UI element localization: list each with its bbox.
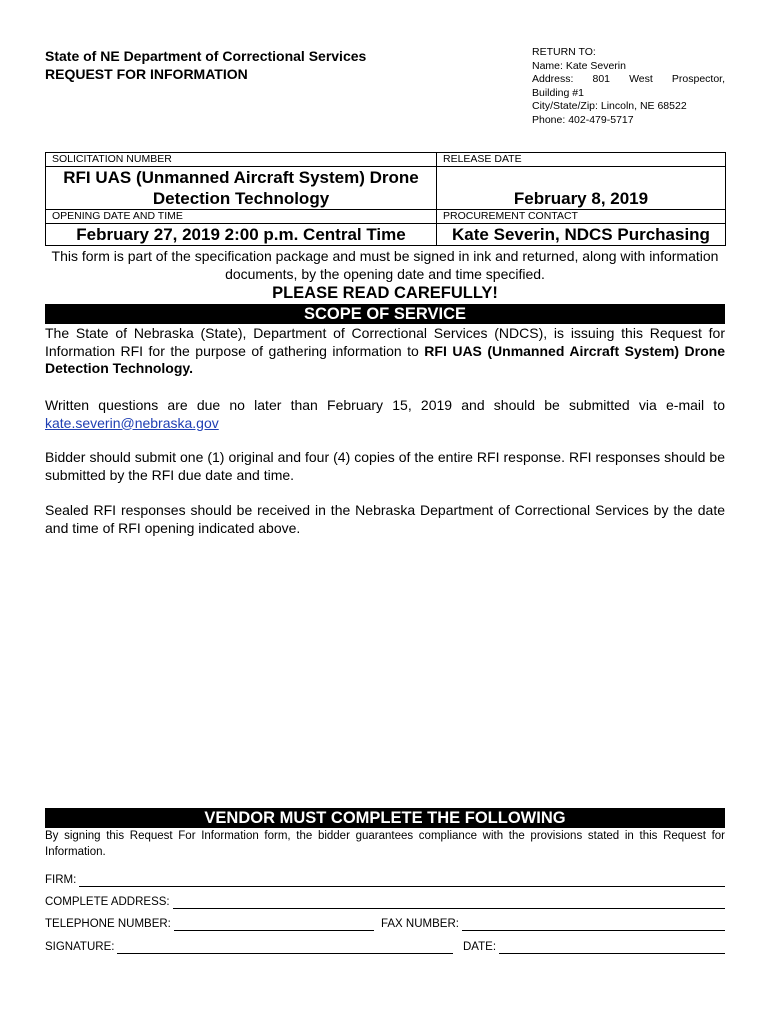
form-title: REQUEST FOR INFORMATION [45,66,248,82]
firm-line[interactable] [79,876,725,887]
return-to-phone: Phone: 402-479-5717 [532,113,634,126]
telephone-line[interactable] [174,920,374,931]
opening-date-value: February 27, 2019 2:00 p.m. Central Time [46,224,437,246]
vendor-statement: By signing this Request For Information form, the bidder guarantees compliance with the provisions stated in this Request for Information. [45,830,725,858]
telephone-field[interactable] [45,917,374,931]
date-line[interactable] [499,943,725,954]
release-date-label: RELEASE DATE [437,153,726,167]
please-read-heading: PLEASE READ CAREFULLY! [272,284,498,302]
fax-label: FAX NUMBER: [381,918,459,930]
complete-address-field[interactable] [45,895,725,909]
signature-line[interactable] [117,943,453,954]
return-to-block [532,46,725,128]
department-name: State of NE Department of Correctional Services [45,48,367,64]
scope-of-service-heading: SCOPE OF SERVICE [45,304,725,324]
scope-paragraph-2-text: Written questions are due no later than February 15, 2019 and should be submitted via e-mail to [45,397,725,413]
scope-paragraph-1-text: The State of Nebraska (State), Department of Correctional Services (NDCS), is issuing this Request for Information RFI for the purpose of gathering information to [45,325,725,359]
scope-paragraph-1 [45,325,725,378]
vendor-section-heading: VENDOR MUST COMPLETE THE FOLLOWING [45,808,725,828]
return-to-name: Name: Kate Severin [532,59,626,72]
fax-line[interactable] [462,920,725,931]
signature-label: SIGNATURE: [45,941,115,953]
release-date-value: February 8, 2019 [437,167,726,210]
opening-date-label: OPENING DATE AND TIME [46,210,437,224]
solicitation-info-table [45,152,726,246]
return-to-heading: RETURN TO: [532,46,596,58]
procurement-contact-value: Kate Severin, NDCS Purchasing [437,224,726,246]
complete-address-label: COMPLETE ADDRESS: [45,896,170,908]
scope-paragraph-1-bold: RFI UAS (Unmanned Aircraft System) Drone Detection Technology. [45,342,725,376]
return-to-address-line2: Building #1 [532,86,584,99]
solicitation-number-value: RFI UAS (Unmanned Aircraft System) Drone Detection Technology [46,167,437,210]
scope-paragraph-4: Sealed RFI responses should be received in the Nebraska Department of Correctional Services by the date and time of RFI opening indicated above. [45,502,725,536]
return-to-address-line1: Address: 801 West Prospector, [532,73,725,86]
scope-paragraph-2 [45,397,725,432]
solicitation-number-label: SOLICITATION NUMBER [46,153,437,167]
return-to-city-state-zip: City/State/Zip: Lincoln, NE 68522 [532,100,687,113]
procurement-contact-label: PROCUREMENT CONTACT [437,210,726,224]
complete-address-line[interactable] [173,898,725,909]
document-header [45,47,366,83]
firm-field[interactable] [45,873,725,887]
signature-field[interactable] [45,940,453,954]
date-field[interactable] [463,940,725,954]
form-notice: This form is part of the specification package and must be signed in ink and returned, along with information documents, by the opening date and time specified. [51,248,719,282]
contact-email-link[interactable]: kate.severin@nebraska.gov [45,414,219,431]
date-label: DATE: [463,941,497,953]
fax-field[interactable] [381,917,725,931]
telephone-label: TELEPHONE NUMBER: [45,918,171,930]
firm-label: FIRM: [45,874,77,886]
scope-paragraph-3: Bidder should submit one (1) original and four (4) copies of the entire RFI response. RFI responses should be submitted by the RFI due date and time. [45,449,725,483]
